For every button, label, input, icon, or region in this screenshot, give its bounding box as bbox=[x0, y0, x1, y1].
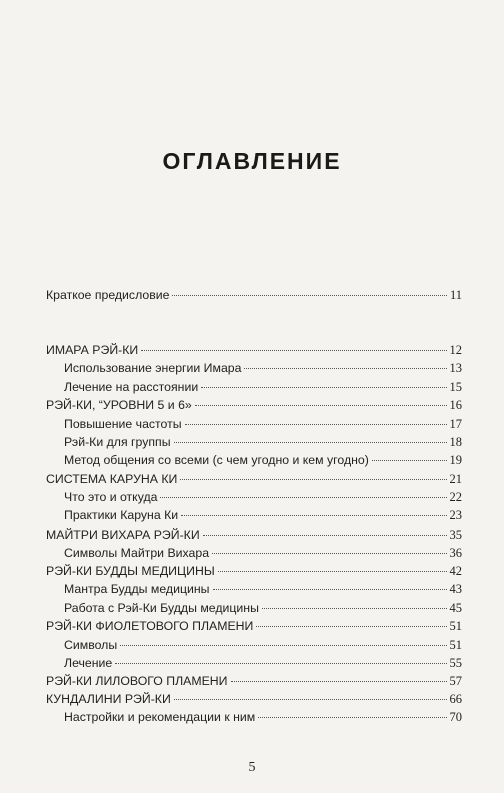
toc-entry-label: ИМАРА РЭЙ-КИ bbox=[46, 343, 139, 357]
dot-leader bbox=[141, 350, 446, 351]
toc-entry-page: 45 bbox=[449, 601, 462, 615]
toc-entry-label: КУНДАЛИНИ РЭЙ-КИ bbox=[46, 692, 171, 706]
toc-entry bbox=[64, 453, 462, 468]
toc-entry-label: СИСТЕМА КАРУНА КИ bbox=[46, 472, 178, 486]
toc-entry-label: РЭЙ-КИ БУДДЫ МЕДИЦИНЫ bbox=[46, 564, 215, 578]
dot-leader bbox=[185, 424, 447, 425]
toc-entry-page: 21 bbox=[449, 472, 462, 486]
toc-entry-label: Повышение частоты bbox=[64, 417, 182, 431]
toc-entry-label: Метод общения со всеми (с чем угодно и кем угодно) bbox=[64, 453, 369, 467]
toc-entry-page: 55 bbox=[449, 656, 462, 670]
toc-entry bbox=[64, 656, 462, 671]
toc-entry-label: Символы bbox=[64, 638, 118, 652]
toc-entry bbox=[46, 288, 462, 303]
toc-entry-label: Рэй-Ки для группы bbox=[64, 435, 171, 449]
toc-entry bbox=[46, 472, 462, 487]
toc-entry-label: Краткое предисловие bbox=[46, 288, 170, 302]
toc-entry-label: Работа с Рэй-Ки Будды медицины bbox=[64, 601, 259, 615]
toc-entry-page: 18 bbox=[449, 435, 462, 449]
toc-entry-page: 66 bbox=[449, 692, 462, 706]
dot-leader bbox=[212, 553, 446, 554]
dot-leader bbox=[231, 681, 447, 682]
page-title: ОГЛАВЛЕНИЕ bbox=[162, 148, 342, 174]
dot-leader bbox=[120, 645, 446, 646]
dot-leader bbox=[195, 405, 447, 406]
toc-entry-page: 12 bbox=[449, 343, 462, 357]
dot-leader bbox=[262, 608, 447, 609]
toc-entry-label: Символы Майтри Вихара bbox=[64, 546, 210, 560]
dot-leader bbox=[174, 442, 447, 443]
toc-entry bbox=[64, 380, 462, 395]
dot-leader bbox=[180, 479, 446, 480]
toc-entry-label: РЭЙ-КИ ФИОЛЕТОВОГО ПЛАМЕНИ bbox=[46, 619, 254, 633]
toc-entry-page: 57 bbox=[449, 674, 462, 688]
dot-leader bbox=[181, 515, 446, 516]
toc-entry-label: Мантра Будды медицины bbox=[64, 582, 210, 596]
toc-entry bbox=[64, 582, 462, 597]
toc-entry bbox=[64, 638, 462, 653]
page-number: 5 bbox=[248, 760, 256, 775]
toc-entry bbox=[46, 674, 462, 689]
toc-entry-page: 13 bbox=[449, 361, 462, 375]
toc-entry-label: Настройки и рекомендации к ним bbox=[64, 710, 256, 724]
toc-entry-label: Что это и откуда bbox=[64, 490, 158, 504]
toc-entry-label: МАЙТРИ ВИХАРА РЭЙ-КИ bbox=[46, 528, 200, 542]
toc-entry-page: 51 bbox=[449, 619, 462, 633]
dot-leader bbox=[256, 626, 446, 627]
toc-entry-label: РЭЙ-КИ ЛИЛОВОГО ПЛАМЕНИ bbox=[46, 674, 228, 688]
toc-entry bbox=[64, 710, 462, 725]
toc-entry bbox=[64, 417, 462, 432]
dot-leader bbox=[201, 387, 446, 388]
toc-entry-label: Практики Каруна Ки bbox=[64, 508, 179, 522]
toc-entry-page: 36 bbox=[449, 546, 462, 560]
toc-entry-page: 23 bbox=[449, 508, 462, 522]
dot-leader bbox=[160, 497, 446, 498]
toc-entry bbox=[64, 546, 462, 561]
toc-entry-page: 22 bbox=[449, 490, 462, 504]
toc-entry bbox=[46, 398, 462, 413]
toc-entry-page: 43 bbox=[449, 582, 462, 596]
dot-leader bbox=[174, 699, 447, 700]
dot-leader bbox=[213, 589, 447, 590]
toc-entry bbox=[64, 508, 462, 523]
toc-entry bbox=[46, 528, 462, 543]
toc-entry-page: 70 bbox=[449, 710, 462, 724]
toc-entry-page: 16 bbox=[449, 398, 462, 412]
dot-leader bbox=[372, 460, 447, 461]
toc-entry-page: 42 bbox=[449, 564, 462, 578]
toc-entry bbox=[46, 619, 462, 634]
toc-entry bbox=[46, 564, 462, 579]
toc-entry-label: РЭЙ-КИ, “УРОВНИ 5 и 6» bbox=[46, 398, 192, 412]
toc-entry-label: Использование энергии Имара bbox=[64, 361, 242, 375]
dot-leader bbox=[172, 295, 446, 296]
toc-entry bbox=[64, 361, 462, 376]
toc-entry bbox=[46, 692, 462, 707]
dot-leader bbox=[115, 663, 446, 664]
toc-entry-page: 15 bbox=[449, 380, 462, 394]
toc-entry bbox=[64, 601, 462, 616]
dot-leader bbox=[258, 717, 446, 718]
toc-entry bbox=[64, 490, 462, 505]
toc-entry-page: 51 bbox=[449, 638, 462, 652]
toc-entry bbox=[46, 343, 462, 358]
toc-entry-page: 19 bbox=[449, 453, 462, 467]
dot-leader bbox=[203, 535, 447, 536]
toc-entry-label: Лечение bbox=[64, 656, 113, 670]
toc-entry-page: 17 bbox=[449, 417, 462, 431]
toc-entry-page: 11 bbox=[449, 288, 462, 302]
toc-entry-label: Лечение на расстоянии bbox=[64, 380, 199, 394]
dot-leader bbox=[244, 368, 446, 369]
dot-leader bbox=[218, 571, 447, 572]
toc-entry bbox=[64, 435, 462, 450]
toc-entry-page: 35 bbox=[449, 528, 462, 542]
